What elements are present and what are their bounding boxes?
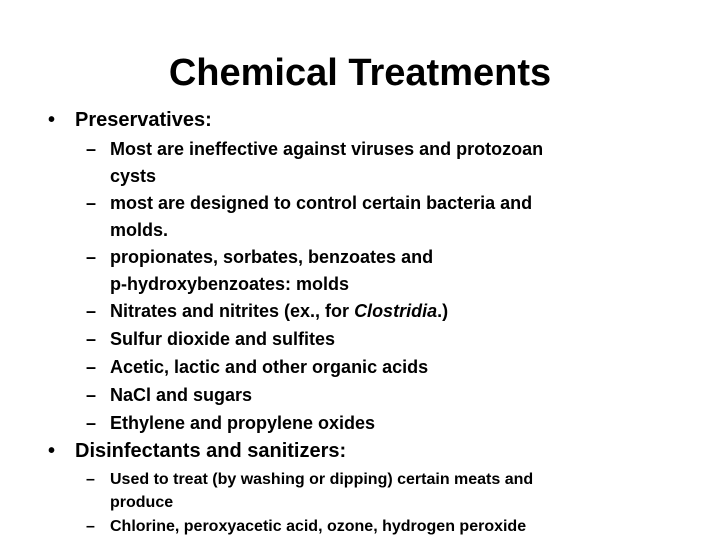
dash-icon: – [86, 247, 97, 267]
list-item-line: Chlorine, peroxyacetic acid, ozone, hydrogen peroxide [110, 518, 527, 535]
list-item-line: p‑hydroxybenzoates: molds [110, 274, 350, 294]
list-item-line: most are designed to control certain bacteria and [110, 193, 533, 213]
list-item-line: NaCl and sugars [110, 385, 253, 405]
bullet-icon: • [48, 440, 56, 462]
dash-icon: – [86, 413, 97, 433]
list-item-line: Acetic, lactic and other organic acids [110, 357, 429, 377]
list-item-line: cysts [110, 166, 157, 186]
dash-icon: – [86, 385, 97, 405]
list-item-line: Ethylene and propylene oxides [110, 413, 376, 433]
list-item-line: produce [110, 494, 174, 511]
dash-icon: – [86, 193, 97, 213]
list-item-line: propionates, sorbates, benzoates and [110, 247, 434, 267]
item-text: Nitrates and nitrites (ex., for [110, 301, 355, 321]
bullet-icon: • [48, 109, 56, 131]
section-heading-preservatives: Preservatives: [75, 109, 212, 131]
item-text: .) [437, 301, 449, 321]
slide-title: Chemical Treatments [168, 52, 552, 94]
section-heading-disinfectants: Disinfectants and sanitizers: [75, 440, 347, 462]
italic-organism-name: Clostridia [354, 301, 438, 321]
list-item-line: Used to treat (by washing or dipping) certain meats and [110, 471, 534, 488]
list-item-line [110, 299, 448, 323]
dash-icon: – [86, 357, 97, 377]
list-item-line: molds. [110, 220, 169, 240]
dash-icon: – [86, 471, 95, 488]
dash-icon: – [86, 518, 95, 535]
dash-icon: – [86, 139, 97, 159]
list-item-line: Sulfur dioxide and sulfites [110, 329, 336, 349]
dash-icon: – [86, 301, 97, 321]
dash-icon: – [86, 329, 97, 349]
list-item-line: Most are ineffective against viruses and protozoan [110, 139, 544, 159]
